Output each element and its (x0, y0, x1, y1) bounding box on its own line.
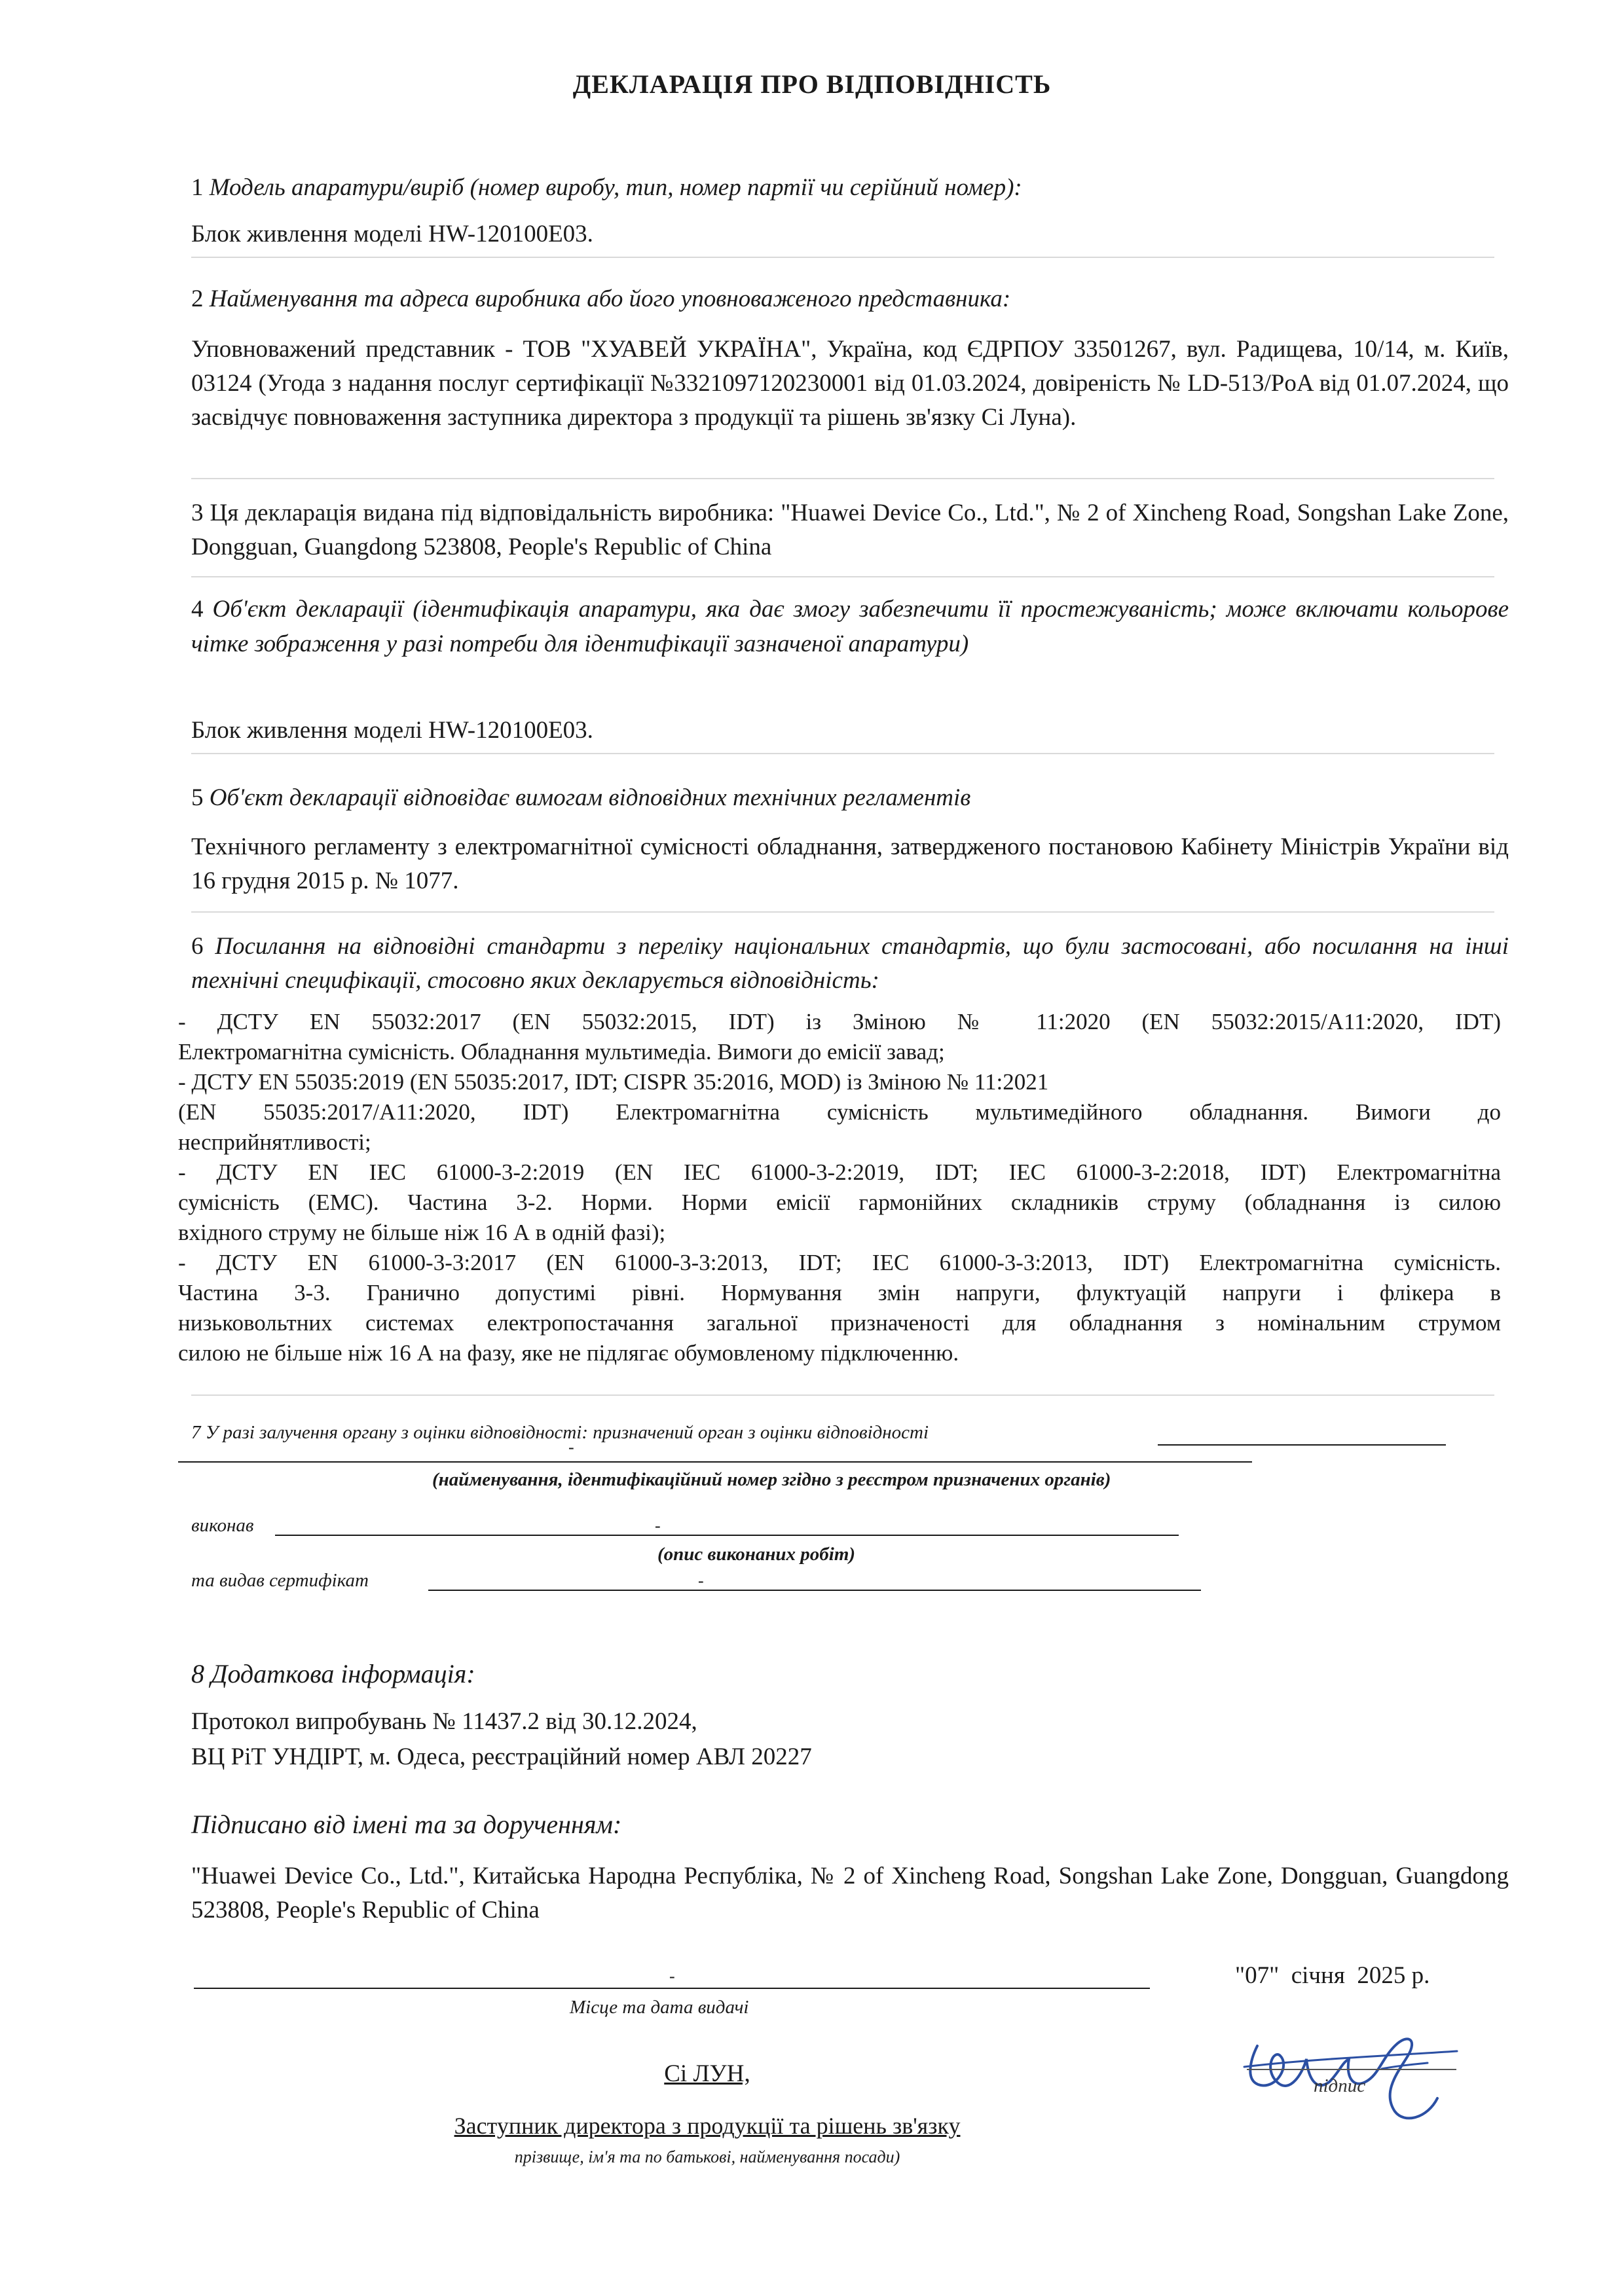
section-5-number: 5 (191, 784, 204, 811)
section-1-number: 1 (191, 174, 204, 201)
section-divider (191, 753, 1494, 754)
standards-line: сумісність (ЕМС). Частина 3-2. Норми. Норми емісії гармонійних складників струму (обладнання із силою (178, 1190, 1501, 1215)
signature-line (1247, 2069, 1456, 2070)
performed-label: виконав (191, 1515, 254, 1536)
standards-line: - ДСТУ EN IEC 61000-3-2:2019 (EN IEC 61000-3-2:2019, IDT; IEC 61000-3-2:2018, IDT) Електромагнітна (178, 1159, 1501, 1185)
signatory-name: Сі ЛУН, (664, 2060, 750, 2087)
standards-list (178, 1007, 1501, 1368)
standards-line: несприйнятливості; (178, 1129, 371, 1155)
section-6-heading (191, 930, 1509, 998)
position-caption: прізвище, ім'я та по батькові, найменування посади) (514, 2147, 900, 2166)
section-4-text: Блок живлення моделі HW-120100E03. (191, 717, 593, 744)
section-6-heading-text: Посилання на відповідні стандарти з переліку національних стандартів, що були застосовані, або посилання на інші технічні специфікації, стосовно яких декларується відповідність: (191, 933, 1509, 994)
section-5-heading-text: Об'єкт декларації відповідає вимогам відповідних технічних регламентів (209, 784, 971, 811)
standards-line: - ДСТУ EN 55035:2019 (EN 55035:2017, IDT; CISPR 35:2016, MOD) із Зміною № 11:2021 (178, 1069, 1049, 1095)
test-lab-line: ВЦ РіТ УНДІРТ, м. Одеса, реєстраційний номер АВЛ 20227 (191, 1743, 812, 1770)
performed-line (275, 1535, 1179, 1536)
standards-line: - ДСТУ EN 61000-3-3:2017 (EN 61000-3-3:2013, IDT; IEC 61000-3-3:2013, IDT) Електромагнітна сумісність. (178, 1250, 1501, 1275)
section-1-text: Блок живлення моделі HW-120100E03. (191, 221, 593, 247)
dash-mark: - (698, 1571, 704, 1590)
dash-mark: - (669, 1967, 675, 1986)
section-5-heading (191, 782, 1494, 814)
document-title: ДЕКЛАРАЦІЯ ПРО ВІДПОВІДНІСТЬ (572, 69, 1052, 99)
place-date-caption: Місце та дата видачі (570, 1997, 749, 2018)
section-1-heading-text: Модель апаратури/виріб (номер виробу, тип, номер партії чи серійний номер): (209, 174, 1022, 201)
dash-mark: - (655, 1516, 661, 1535)
signed-text: "Huawei Device Co., Ltd.", Китайська Народна Республіка, № 2 of Xincheng Road, Songshan Lake Zone, Dongguan, Guangdong 523808, People's Republic of China (191, 1863, 1509, 1923)
signed-heading: Підписано від імені та за дорученням: (191, 1810, 622, 1839)
dash-mark: - (568, 1438, 574, 1457)
standards-line: Частина 3-3. Гранично допустимі рівні. Нормування змін напруги, флуктуацій напруги і флікера в (178, 1280, 1501, 1305)
section-2-number: 2 (191, 285, 204, 312)
section-1-heading (191, 172, 1494, 204)
standards-line: (EN 55035:2017/A11:2020, IDT) Електромагнітна сумісність мультимедійного обладнання. Вимоги до (178, 1099, 1501, 1125)
signature-caption: підпис (1314, 2075, 1366, 2096)
section-divider (191, 1394, 1494, 1396)
section-5-text: Технічного регламенту з електромагнітної сумісності обладнання, затвердженого постановою Кабінету Міністрів України від 16 грудня 2015 р. № 1077. (191, 833, 1509, 894)
section-divider (191, 911, 1494, 913)
issued-certificate-label: та видав сертифікат (191, 1570, 369, 1591)
section-divider (191, 576, 1494, 577)
section-8-heading: 8 Додаткова інформація: (191, 1659, 475, 1688)
section-divider (191, 478, 1494, 479)
section-4-number: 4 (191, 596, 204, 623)
notified-body-line (1158, 1444, 1446, 1446)
section-2-text: Уповноважений представник - ТОВ "ХУАВЕЙ УКРАЇНА", Україна, код ЄДРПОУ 33501267, вул. Радищева, 10/14, м. Київ, 03124 (Угода з надання послуг сертифікації №3321097120230001 від 01.03.2024, довіреність № LD-513/PoA від 01.07.2024, що засвідчує повноваження заступника директора з продукції та рішень зв'язку Сі Луна). (191, 336, 1509, 431)
performed-caption: (опис виконаних робіт) (657, 1544, 856, 1565)
section-7-text: 7 У разі залучення органу з оцінки відповідності: призначений орган з оцінки відповідності (191, 1422, 929, 1443)
standards-line: силою не більше ніж 16 А на фазу, яке не підлягає обумовленому підключенню. (178, 1340, 959, 1366)
test-report-line: Протокол випробувань № 11437.2 від 30.12.2024, (191, 1708, 697, 1735)
issue-date: "07" січня 2025 р. (1235, 1962, 1430, 1989)
standards-line: Електромагнітна сумісність. Обладнання мультимедіа. Вимоги до емісії завад; (178, 1039, 945, 1065)
section-6-number: 6 (191, 933, 204, 960)
section-2-heading-text: Найменування та адреса виробника або його уповноваженого представника: (209, 285, 1011, 312)
section-3-text: 3 Ця декларація видана під відповідальність виробника: "Huawei Device Co., Ltd.", № 2 of Xincheng Road, Songshan Lake Zone, Dongguan, Guangdong 523808, People's Republic of China (191, 500, 1509, 560)
issued-certificate-line (428, 1590, 1201, 1591)
section-4-heading (191, 592, 1509, 661)
standards-line: - ДСТУ EN 55032:2017 (EN 55032:2015, IDT) із Зміною № 11:2020 (EN 55032:2015/A11:2020, IDT) (178, 1009, 1501, 1034)
standards-line: вхідного струму не більше ніж 16 А в одній фазі); (178, 1220, 666, 1245)
place-date-line (194, 1988, 1150, 1989)
signatory-position: Заступник директора з продукції та рішень зв'язку (454, 2113, 961, 2139)
section-divider (191, 257, 1494, 258)
section-4-heading-text: Об'єкт декларації (ідентифікація апаратури, яка дає змогу забезпечити її простежуваність; може включати кольорове чітке зображення у разі потреби для ідентифікації зазначеної апаратури) (191, 596, 1509, 657)
notified-body-line-2 (178, 1461, 1252, 1463)
notified-body-caption: (найменування, ідентифікаційний номер згідно з реєстром призначених органів) (432, 1469, 1111, 1490)
section-2-heading (191, 283, 1494, 316)
standards-line: низьковольтних системах електропостачання загальної призначеності для обладнання з номінальним струмом (178, 1310, 1501, 1336)
